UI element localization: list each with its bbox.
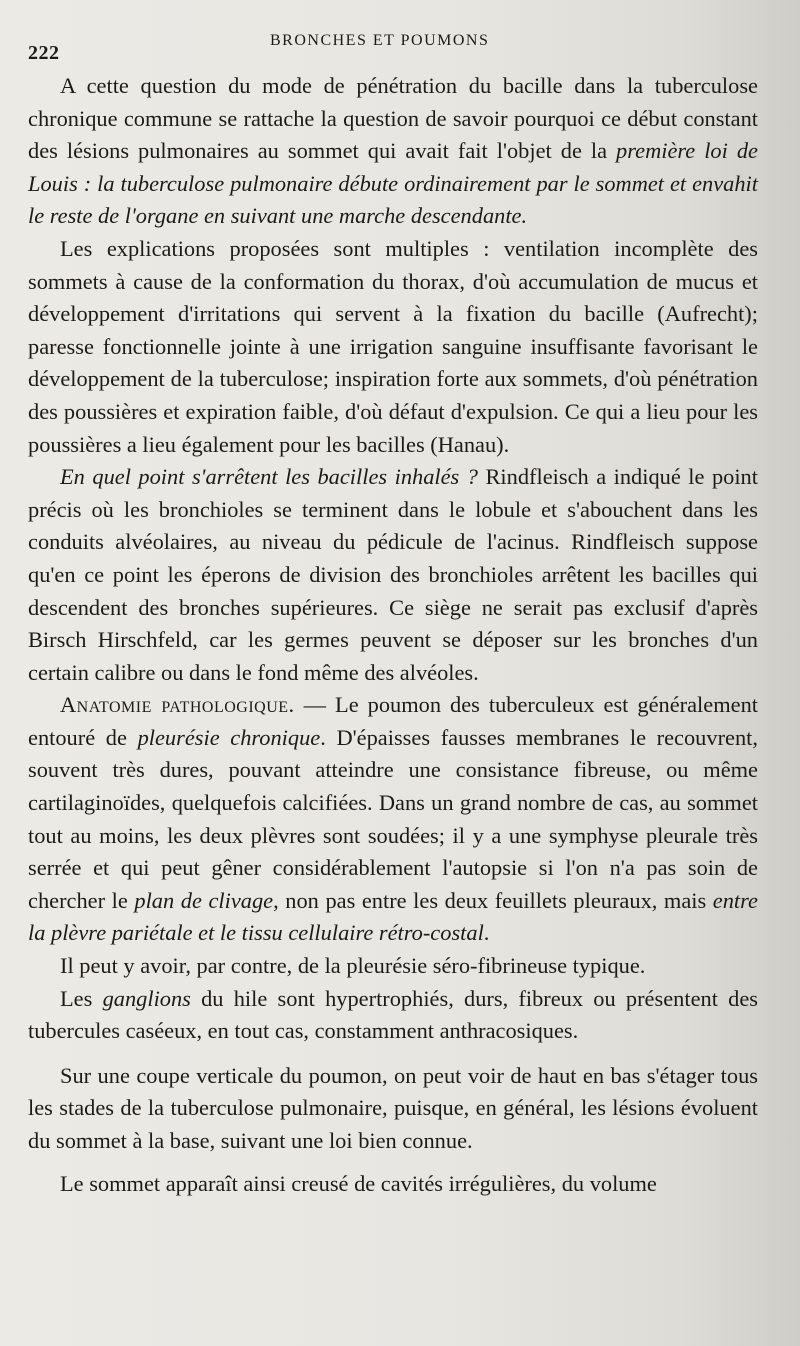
page-number: 222 (28, 42, 60, 64)
paragraph-1-text: A cette question du mode de pénétration du bacille dans la tuberculose chronique commune se rattache la question de savoir pourquoi ce début constant des lésions pulmonaires au sommet qui avait fait l'objet de la (28, 73, 758, 164)
paragraph-7: Sur une coupe verticale du poumon, on peut voir de haut en bas s'étager tous les stades de la tuberculose pulmonaire, puisque, en général, les lésions évoluent du sommet à la base, suivant une loi bien connue. (28, 1062, 758, 1153)
paragraph-1 (28, 70, 758, 233)
paragraph-3-italic-question: En quel point s'arrêtent les bacilles inhalés ? (60, 464, 478, 490)
paragraph-4 (28, 689, 758, 950)
section-heading: Anatomie pathologique. (60, 692, 295, 718)
paragraph-6-text-b: du hile sont hypertrophiés, durs, fibreux ou présentent des tubercules caséeux, en tout cas, constamment anthracosiques. (28, 985, 758, 1044)
paragraph-3-text: Rindfleisch a indiqué le point précis où les bronchioles se terminent dans le lobule et s'abouchent dans les conduits alvéolaires, au niveau du pédicule de l'acinus. Rindfleisch suppose qu'en ce point les éperons de division des bronchioles arrêtent les bacilles qui descendent des bronches supérieures. Ce siège ne serait pas exclusif d'après Birsch Hirschfeld, car les germes peuvent se déposer sur les bronches d'un certain calibre ou dans le fond même des alvéoles. (28, 464, 758, 685)
paragraph-4-italic-c: entre la plèvre pariétale et le tissu cellulaire rétro-costal (28, 887, 758, 946)
paragraph-4-text-c: , non pas entre les deux feuillets pleuraux, mais (273, 887, 713, 913)
paragraph-4-text-b: . D'épaisses fausses membranes le recouvrent, souvent très dures, pouvant atteindre une consistance fibreuse, ou même cartilaginoïdes, quelquefois calcifiées. Dans un grand nombre de cas, au sommet tout au moins, les deux plèvres sont soudées; il y a une symphyse pleurale très serrée et qui peut gêner considérablement l'autopsie si l'on n'a pas soin de chercher le (28, 724, 758, 913)
paragraph-8: Le sommet apparaît ainsi creusé de cavités irrégulières, du volume (60, 1170, 657, 1196)
paragraph-4-italic-b: plan de clivage (134, 887, 274, 913)
page-body (28, 70, 758, 1200)
paragraph-4-text-a: — Le poumon des tuberculeux est généralement entouré de (28, 692, 758, 750)
paragraph-6 (28, 983, 758, 1048)
paragraph-3 (28, 461, 758, 689)
page-header (0, 30, 800, 64)
paragraph-4-text-d: . (483, 920, 490, 946)
paragraph-4-italic-a: pleurésie chronique (137, 724, 321, 750)
paragraph-6-text-a: Les (60, 985, 103, 1011)
running-head: BRONCHES ET POUMONS (270, 32, 490, 49)
paragraph-5: Il peut y avoir, par contre, de la pleurésie séro-fibrineuse typique. (60, 953, 646, 979)
paragraph-2: Les explications proposées sont multiples : ventilation incomplète des sommets à cause de la conformation du thorax, d'où accumulation de mucus et développement d'irritations qui servent à la fixation du bacille (Aufrecht); paresse fonctionnelle jointe à une irrigation sanguine insuffisante favorisant le développement de la tuberculose; inspiration forte aux sommets, d'où pénétration des poussières et expiration faible, d'où défaut d'expulsion. Ce qui a lieu pour les poussières a lieu également pour les bacilles (Hanau). (28, 235, 758, 457)
paragraph-6-italic: ganglions (102, 985, 191, 1011)
paragraph-1-italic-law: première loi de Louis : la tuberculose pulmonaire débute ordinairement par le sommet et envahit le reste de l'organe en suivant une marche descendante. (28, 138, 758, 229)
